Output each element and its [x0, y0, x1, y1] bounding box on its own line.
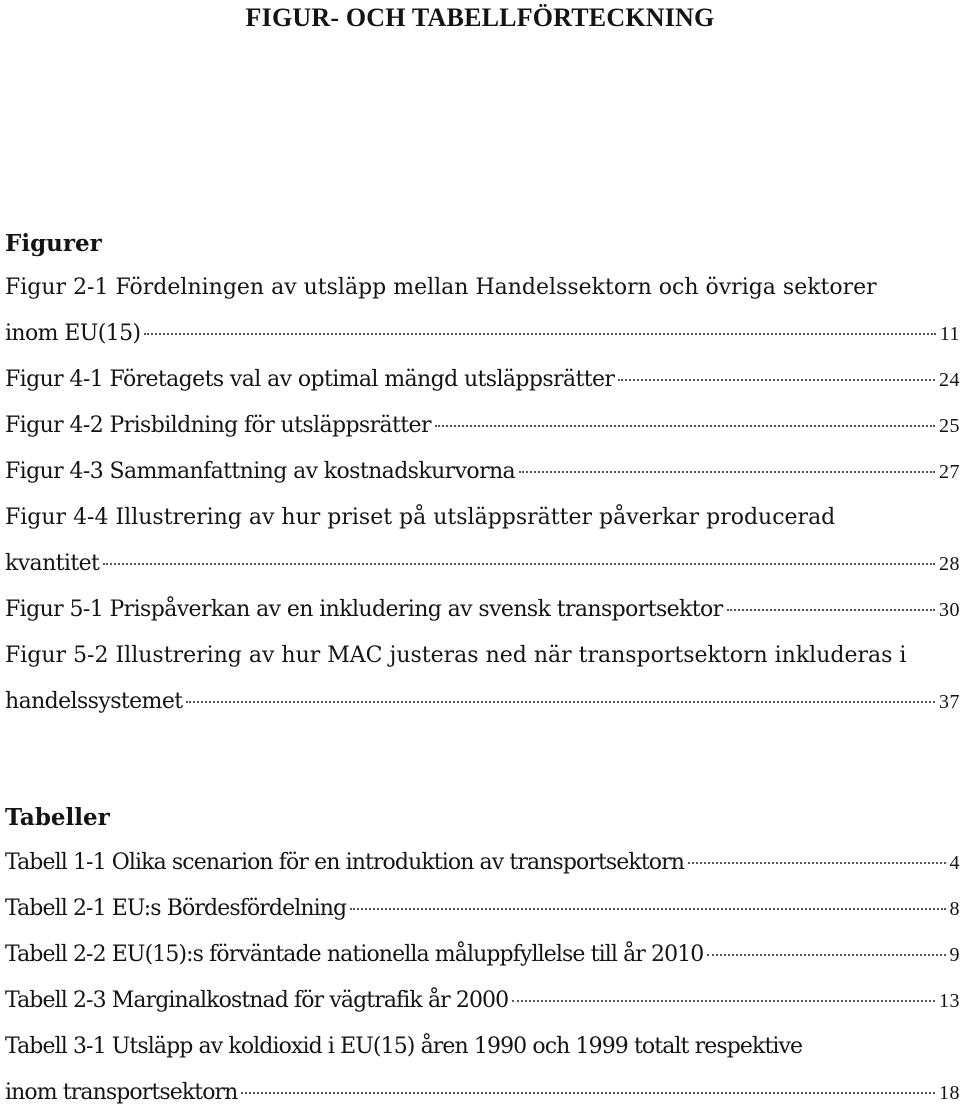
dot-leader [103, 563, 935, 565]
entry-text: Tabell 2-2 EU(15):s förväntade nationella måluppfyllelse till år 2010 [5, 932, 703, 978]
tables-heading: Tabeller [5, 803, 110, 833]
dot-leader [688, 862, 945, 864]
page-number: 8 [950, 886, 960, 932]
page-number: 18 [939, 1070, 960, 1116]
toc-entry-figure-5-2[interactable] [5, 633, 960, 725]
toc-entry-figure-4-3[interactable] [5, 449, 960, 495]
entry-text: kvantitet [5, 541, 99, 587]
page-number: 9 [950, 932, 960, 978]
dot-leader [350, 908, 945, 910]
entry-text-line1: Tabell 3-1 Utsläpp av koldioxid i EU(15) åren 1990 och 1999 totalt respektive [5, 1024, 960, 1070]
entry-text: Figur 4-2 Prisbildning för utsläppsrätter [5, 403, 431, 449]
page-number: 13 [939, 978, 960, 1024]
entry-text: Figur 4-1 Företagets val av optimal mängd utsläppsrätter [5, 357, 614, 403]
dot-leader [435, 425, 935, 427]
toc-entry-figure-2-1[interactable] [5, 265, 960, 357]
page-number: 27 [939, 449, 960, 495]
entry-text: inom EU(15) [5, 311, 140, 357]
entry-text: Figur 5-1 Prispåverkan av en inkludering av svensk transportsektor [5, 587, 723, 633]
page-number: 28 [939, 541, 960, 587]
toc-entry-figure-4-1[interactable] [5, 357, 960, 403]
dot-leader [519, 471, 935, 473]
entry-text: handelssystemet [5, 679, 182, 725]
page-number: 25 [939, 403, 960, 449]
page-number: 24 [939, 357, 960, 403]
dot-leader [144, 333, 935, 335]
entry-text: Tabell 1-1 Olika scenarion för en introduktion av transportsektorn [5, 840, 684, 886]
entry-text: Figur 4-3 Sammanfattning av kostnadskurvorna [5, 449, 515, 495]
toc-entry-table-2-1[interactable] [5, 886, 960, 932]
dot-leader [727, 609, 935, 611]
entry-text-line1: Figur 2-1 Fördelningen av utsläpp mellan Handelssektorn och övriga sektorer [5, 265, 960, 311]
entry-text: Tabell 2-3 Marginalkostnad för vägtrafik år 2000 [5, 978, 508, 1024]
toc-entry-table-2-3[interactable] [5, 978, 960, 1024]
dot-leader [618, 379, 935, 381]
entry-text: inom transportsektorn [5, 1070, 237, 1116]
toc-entry-table-2-2[interactable] [5, 932, 960, 978]
dot-leader [241, 1092, 935, 1094]
toc-entry-figure-4-2[interactable] [5, 403, 960, 449]
dot-leader [707, 954, 945, 956]
toc-entry-table-1-1[interactable] [5, 840, 960, 886]
page-title: FIGUR- OCH TABELLFÖRTECKNING [0, 2, 960, 34]
entry-text: Tabell 2-1 EU:s Bördesfördelning [5, 886, 346, 932]
page-number: 11 [940, 311, 960, 357]
toc-entry-figure-5-1[interactable] [5, 587, 960, 633]
toc-entry-table-3-1[interactable] [5, 1024, 960, 1116]
dot-leader [512, 1000, 935, 1002]
entry-text-line1: Figur 4-4 Illustrering av hur priset på utsläppsrätter påverkar producerad [5, 495, 960, 541]
entry-text-line1: Figur 5-2 Illustrering av hur MAC justeras ned när transportsektorn inkluderas i [5, 633, 960, 679]
figures-heading: Figurer [5, 229, 102, 259]
toc-entry-figure-4-4[interactable] [5, 495, 960, 587]
page-number: 30 [939, 587, 960, 633]
page-number: 4 [950, 840, 960, 886]
dot-leader [186, 701, 935, 703]
page-number: 37 [939, 679, 960, 725]
